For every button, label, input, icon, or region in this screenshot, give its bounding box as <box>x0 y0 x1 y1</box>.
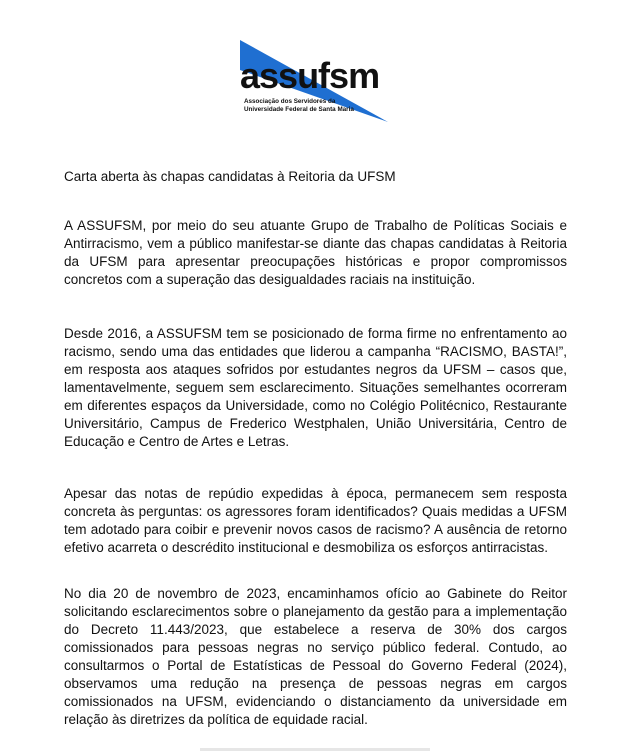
logo-subtitle-line-2: Universidade Federal de Santa Maria <box>244 105 354 113</box>
letter-title: Carta aberta às chapas candidatas à Reitoria da UFSM <box>64 169 396 184</box>
paragraph-4: No dia 20 de novembro de 2023, encaminhamos ofício ao Gabinete do Reitor solicitando esclarecimentos sobre o planejamento da gestão para a implementação do Decreto 11.443/2023, que estabelece a reserva de 30% dos cargos comissionados para pessoas negras no serviço público federal. Contudo, ao consultarmos o Portal de Estatísticas de Pessoal do Governo Federal (2024), observamos uma redução na presença de pessoas negras em cargos comissionados na UFSM, evidenciando o distanciamento da universidade em relação às diretrizes da política de equidade racial. <box>64 586 567 727</box>
assufsm-logo <box>238 38 396 124</box>
logo-subtitle-line-1: Associação dos Servidores da <box>244 98 336 105</box>
page-bottom-artifact <box>200 748 430 751</box>
logo-subtitle <box>244 98 394 113</box>
paragraph-1: A ASSUFSM, por meio do seu atuante Grupo de Trabalho de Políticas Sociais e Antirracismo, vem a público manifestar-se diante das chapas candidatas à Reitoria da UFSM para apresentar preocupações históricas e propor compromissos concretos com a superação das desigualdades raciais na instituição. <box>64 218 567 287</box>
paragraph-2: Desde 2016, a ASSUFSM tem se posicionado de forma firme no enfrentamento ao racismo, sendo uma das entidades que liderou a campanha “RACISMO, BASTA!”, em resposta aos ataques sofridos por estudantes negros da UFSM – casos que, lamentavelmente, seguem sem esclarecimento. Situações semelhantes ocorreram em diferentes espaços da Universidade, como no Colégio Politécnico, Restaurante Universitário, Campus de Frederico Westphalen, União Universitária, Centro de Educação e Centro de Artes e Letras. <box>64 326 567 449</box>
paragraph-3: Apesar das notas de repúdio expedidas à época, permanecem sem resposta concreta às perguntas: os agressores foram identificados? Quais medidas a UFSM tem adotado para coibir e prevenir novos casos de racismo? A ausência de retorno efetivo acarreta o descrédito institucional e desmobiliza os esforços antirracistas. <box>64 486 567 555</box>
logo-wordmark: assufsm <box>240 55 380 96</box>
